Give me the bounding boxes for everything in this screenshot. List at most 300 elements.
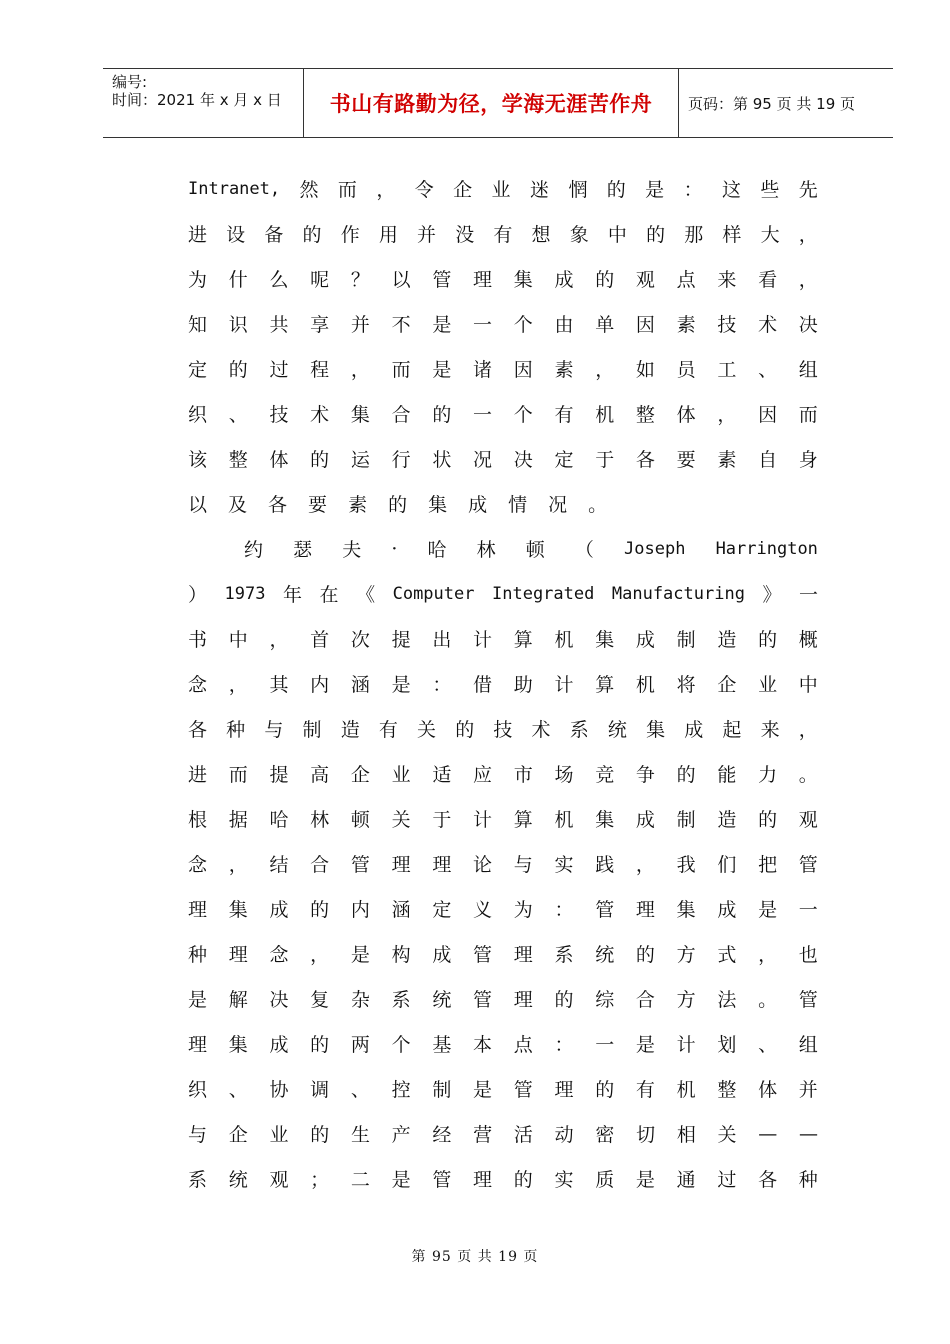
text-token: 是 (432, 314, 452, 336)
text-line (188, 346, 818, 391)
text-token: 方 (676, 989, 696, 1011)
text-token: ， (228, 674, 248, 696)
text-token: 什 (228, 269, 248, 291)
text-token: Intranet, (188, 178, 281, 199)
text-token: 集 (676, 899, 696, 921)
text-token: ， (798, 224, 818, 246)
text-token: 产 (391, 1124, 411, 1146)
text-token: 种 (226, 719, 246, 741)
text-token: 争 (635, 764, 655, 786)
text-token: 统 (432, 989, 452, 1011)
text-token: 机 (676, 1079, 696, 1101)
text-token: 内 (350, 899, 370, 921)
text-token: 。 (798, 764, 818, 786)
text-token: 集 (228, 1034, 248, 1056)
text-token: 1973 (224, 583, 266, 604)
text-token: 约 (244, 539, 264, 561)
text-token: 的 (646, 224, 666, 246)
text-token: 来 (760, 719, 780, 741)
text-token: 的 (606, 179, 626, 201)
text-token: 一 (798, 899, 818, 921)
text-token: 构 (391, 944, 411, 966)
text-token: 机 (635, 674, 655, 696)
text-token: 管 (798, 854, 818, 876)
text-line (188, 706, 818, 751)
text-token: 呢 (310, 269, 330, 291)
text-token: 中 (607, 224, 627, 246)
text-token: 然 (299, 179, 319, 201)
text-token: 个 (513, 314, 533, 336)
text-token: 实 (554, 854, 574, 876)
text-token: 而 (337, 179, 357, 201)
text-token: 与 (513, 854, 533, 876)
text-token: 根 (188, 809, 208, 831)
text-token: 将 (676, 674, 696, 696)
text-token: 的 (554, 989, 574, 1011)
text-token: 的 (302, 224, 322, 246)
text-token: 各 (268, 494, 288, 516)
header-motto: 书山有路勤为径，学海无涯苦作舟 (329, 92, 653, 116)
text-token: 制 (302, 719, 322, 741)
text-line (188, 931, 818, 976)
text-token: 各 (758, 1169, 778, 1191)
text-line (188, 166, 818, 211)
text-token: 先 (798, 179, 818, 201)
text-token: 的 (310, 449, 330, 471)
text-token: 场 (554, 764, 574, 786)
text-token: 应 (473, 764, 493, 786)
text-token: 。 (758, 989, 778, 1011)
text-token: 整 (635, 404, 655, 426)
text-token: 提 (391, 629, 411, 651)
text-token: 理 (473, 1169, 493, 1191)
text-token: 算 (513, 629, 533, 651)
text-token: 机 (554, 629, 574, 651)
text-token: ： (554, 1034, 574, 1056)
text-token: 计 (554, 674, 574, 696)
text-line (188, 796, 818, 841)
text-token: 提 (269, 764, 289, 786)
text-token: 个 (513, 404, 533, 426)
text-token: 首 (310, 629, 330, 651)
text-token: 作 (340, 224, 360, 246)
page-header (103, 68, 893, 138)
text-token: 有 (493, 224, 513, 246)
text-token: 企 (228, 1124, 248, 1146)
text-line (188, 526, 818, 571)
text-token: ， (635, 854, 655, 876)
text-token: 单 (595, 314, 615, 336)
text-token: 也 (798, 944, 818, 966)
text-token: 成 (468, 494, 488, 516)
text-token: · (391, 537, 398, 560)
text-token: 林 (476, 539, 496, 561)
text-token: 调 (310, 1079, 330, 1101)
text-token: 自 (758, 449, 778, 471)
text-token: 、 (350, 1079, 370, 1101)
text-token: 系 (569, 719, 589, 741)
text-line (188, 661, 818, 706)
serial-label: 编号: (112, 73, 148, 91)
text-token: 理 (554, 1079, 574, 1101)
text-token: 并 (417, 224, 437, 246)
text-token: 的 (228, 359, 248, 381)
text-token: 管 (798, 989, 818, 1011)
text-token: 顿 (350, 809, 370, 831)
text-token: 情 (508, 494, 528, 516)
text-line (188, 481, 818, 526)
text-token: 借 (473, 674, 493, 696)
text-token: 算 (513, 809, 533, 831)
text-token: 通 (676, 1169, 696, 1191)
text-token: 一 (798, 584, 818, 606)
text-token: 结 (269, 854, 289, 876)
text-token: 涵 (391, 899, 411, 921)
text-token: 市 (513, 764, 533, 786)
text-token: 控 (391, 1079, 411, 1101)
text-token: 是 (391, 674, 411, 696)
text-token: 个 (391, 1034, 411, 1056)
text-token: 成 (269, 1034, 289, 1056)
text-token: 是 (350, 944, 370, 966)
text-token: 合 (391, 404, 411, 426)
text-token: 顿 (525, 539, 545, 561)
text-token: Computer (392, 583, 475, 604)
text-token: 种 (798, 1169, 818, 1191)
text-token: 的 (310, 1034, 330, 1056)
text-token: 因 (635, 314, 655, 336)
text-token: 理 (513, 944, 533, 966)
text-token: 过 (269, 359, 289, 381)
text-token: 那 (684, 224, 704, 246)
text-token: 因 (513, 359, 533, 381)
text-token: 的 (758, 809, 778, 831)
text-token: ， (376, 179, 396, 201)
text-token: 理 (473, 269, 493, 291)
text-token: 关 (417, 719, 437, 741)
text-token: 计 (473, 629, 493, 651)
text-token: 该 (188, 449, 208, 471)
text-token: 术 (310, 404, 330, 426)
text-token: 没 (455, 224, 475, 246)
text-token: Joseph (624, 538, 686, 559)
text-token: 成 (717, 899, 737, 921)
text-line (188, 751, 818, 796)
text-token: 制 (432, 1079, 452, 1101)
text-token: 术 (531, 719, 551, 741)
text-token: 》 (762, 584, 782, 606)
text-token: 管 (350, 854, 370, 876)
text-token: 是 (758, 899, 778, 921)
text-token: 观 (798, 809, 818, 831)
text-token: 大 (760, 224, 780, 246)
text-token: 、 (758, 1034, 778, 1056)
text-token: 竞 (595, 764, 615, 786)
text-token: 业 (269, 1124, 289, 1146)
text-token: 合 (310, 854, 330, 876)
text-token: 理 (432, 854, 452, 876)
text-token: 制 (676, 809, 696, 831)
text-token: 技 (717, 314, 737, 336)
text-line (188, 841, 818, 886)
text-token: 统 (228, 1169, 248, 1191)
text-line (188, 391, 818, 436)
text-token: 素 (348, 494, 368, 516)
text-token: 念 (188, 854, 208, 876)
text-token: 机 (554, 809, 574, 831)
text-token: 经 (432, 1124, 452, 1146)
text-token: — (799, 1122, 818, 1145)
text-token: 享 (310, 314, 330, 336)
text-token: 在 (319, 584, 339, 606)
text-token: 技 (493, 719, 513, 741)
text-token: 集 (428, 494, 448, 516)
text-token: Manufacturing (611, 583, 745, 604)
text-token: 来 (717, 269, 737, 291)
text-token: 密 (595, 1124, 615, 1146)
text-token: 业 (491, 179, 511, 201)
text-token: 企 (453, 179, 473, 201)
text-token: 识 (228, 314, 248, 336)
text-token: 而 (391, 359, 411, 381)
text-token: 理 (391, 854, 411, 876)
text-token: 以 (391, 269, 411, 291)
text-token: 成 (684, 719, 704, 741)
text-token: 出 (432, 629, 452, 651)
text-token: 理 (513, 989, 533, 1011)
text-token: 理 (188, 899, 208, 921)
text-line (188, 571, 818, 616)
text-token: 的 (635, 944, 655, 966)
text-token: 状 (432, 449, 452, 471)
text-token: 企 (350, 764, 370, 786)
text-token: 成 (635, 629, 655, 651)
text-line (188, 301, 818, 346)
text-token: 为 (188, 269, 208, 291)
text-token: 、 (228, 404, 248, 426)
text-token: 知 (188, 314, 208, 336)
text-token: 技 (269, 404, 289, 426)
text-token: 素 (554, 359, 574, 381)
text-token: 看 (758, 269, 778, 291)
text-token: 两 (350, 1034, 370, 1056)
text-token: 况 (548, 494, 568, 516)
text-token: ？ (350, 269, 370, 291)
text-token: 一 (595, 1034, 615, 1056)
text-token: 定 (188, 359, 208, 381)
text-token: 身 (798, 449, 818, 471)
text-token: 计 (473, 809, 493, 831)
text-token: 中 (228, 629, 248, 651)
text-token: 备 (264, 224, 284, 246)
text-token: 况 (473, 449, 493, 471)
text-token: 管 (473, 944, 493, 966)
text-token: 与 (188, 1124, 208, 1146)
text-token: 组 (798, 1034, 818, 1056)
text-token: 中 (798, 674, 818, 696)
text-token: 成 (432, 944, 452, 966)
text-token: 各 (635, 449, 655, 471)
text-token: Integrated (492, 583, 595, 604)
text-token: ； (310, 1169, 330, 1191)
text-token: 管 (595, 899, 615, 921)
text-token: 是 (432, 359, 452, 381)
header-meta (103, 69, 303, 137)
text-token: 因 (758, 404, 778, 426)
text-token: 《 (356, 584, 376, 606)
text-token: 是 (635, 1169, 655, 1191)
text-token: 术 (758, 314, 778, 336)
text-token: 践 (595, 854, 615, 876)
text-token: 夫 (342, 539, 362, 561)
text-token: 集 (350, 404, 370, 426)
text-token: 适 (432, 764, 452, 786)
text-token: 实 (554, 1169, 574, 1191)
text-line (188, 1111, 818, 1156)
text-token: 的 (388, 494, 408, 516)
text-token: 制 (676, 629, 696, 651)
text-token: 而 (228, 764, 248, 786)
text-token: 理 (188, 1034, 208, 1056)
text-token: 企 (717, 674, 737, 696)
text-line (188, 211, 818, 256)
text-token: 其 (269, 674, 289, 696)
text-token: 复 (310, 989, 330, 1011)
text-token: 过 (717, 1169, 737, 1191)
text-token: ） (188, 584, 208, 606)
text-token: 涵 (350, 674, 370, 696)
text-token: 而 (798, 404, 818, 426)
text-token: 有 (554, 404, 574, 426)
text-token: 由 (554, 314, 574, 336)
text-token: 不 (391, 314, 411, 336)
text-token: ， (228, 854, 248, 876)
text-token: 及 (228, 494, 248, 516)
text-token: 进 (188, 764, 208, 786)
text-token: ： (554, 899, 574, 921)
text-token: 一 (473, 404, 493, 426)
text-token: 念 (188, 674, 208, 696)
text-token: 观 (635, 269, 655, 291)
text-token: 计 (676, 1034, 696, 1056)
text-token: 与 (264, 719, 284, 741)
text-token: 划 (717, 1034, 737, 1056)
text-token: 综 (595, 989, 615, 1011)
text-token: 成 (554, 269, 574, 291)
text-token: 切 (636, 1124, 656, 1146)
text-token: 、 (228, 1079, 248, 1101)
text-token: 于 (432, 809, 452, 831)
text-token: 体 (269, 449, 289, 471)
text-token: 想 (531, 224, 551, 246)
text-line (188, 436, 818, 481)
text-token: 们 (717, 854, 737, 876)
text-token: 集 (513, 269, 533, 291)
text-token: 要 (308, 494, 328, 516)
text-token: 论 (473, 854, 493, 876)
text-token: 内 (310, 674, 330, 696)
text-token: 法 (717, 989, 737, 1011)
text-token: 定 (554, 449, 574, 471)
text-token: 并 (798, 1079, 818, 1101)
text-token: 运 (350, 449, 370, 471)
text-token: 迷 (529, 179, 549, 201)
text-token: 系 (391, 989, 411, 1011)
text-line (188, 616, 818, 661)
text-token: 管 (432, 269, 452, 291)
text-token: 员 (676, 359, 696, 381)
text-token: 年 (283, 584, 303, 606)
text-token: 象 (569, 224, 589, 246)
text-token: 统 (607, 719, 627, 741)
header-motto-cell (303, 69, 679, 137)
text-token: 整 (228, 449, 248, 471)
text-token: 决 (269, 989, 289, 1011)
text-token: 把 (758, 854, 778, 876)
text-token: 集 (595, 809, 615, 831)
text-token: 工 (717, 359, 737, 381)
text-token: 是 (473, 1079, 493, 1101)
text-token: 的 (432, 404, 452, 426)
text-token: 造 (717, 809, 737, 831)
text-token: ， (798, 719, 818, 741)
text-line (188, 1156, 818, 1201)
text-token: 次 (350, 629, 370, 651)
text-token: 。 (588, 494, 608, 516)
text-token: 高 (310, 764, 330, 786)
text-token: 管 (513, 1079, 533, 1101)
text-token: 我 (676, 854, 696, 876)
page-footer: 第 95 页 共 19 页 (411, 1249, 539, 1265)
text-token: 动 (554, 1124, 574, 1146)
text-token: 设 (226, 224, 246, 246)
text-token: 瑟 (293, 539, 313, 561)
text-token: 的 (310, 1124, 330, 1146)
text-token: 令 (414, 179, 434, 201)
text-token: 能 (717, 764, 737, 786)
text-token: 营 (473, 1124, 493, 1146)
text-token: 以 (188, 494, 208, 516)
text-token: 集 (646, 719, 666, 741)
text-token: 体 (758, 1079, 778, 1101)
text-token: 统 (595, 944, 615, 966)
text-token: 是 (391, 1169, 411, 1191)
text-token: 质 (595, 1169, 615, 1191)
text-token: 是 (645, 179, 665, 201)
text-line (188, 976, 818, 1021)
text-token: 管 (432, 1169, 452, 1191)
text-token: 为 (513, 899, 533, 921)
text-token: 林 (310, 809, 330, 831)
text-token: ： (432, 674, 452, 696)
text-token: ： (683, 179, 703, 201)
text-token: 整 (717, 1079, 737, 1101)
text-token: 集 (595, 629, 615, 651)
text-token: 起 (722, 719, 742, 741)
text-token: （ (574, 539, 594, 561)
text-token: 系 (188, 1169, 208, 1191)
text-token: 杂 (350, 989, 370, 1011)
text-token: 解 (228, 989, 248, 1011)
text-token: 于 (595, 449, 615, 471)
text-token: 观 (269, 1169, 289, 1191)
text-line (188, 1066, 818, 1111)
text-token: 义 (473, 899, 493, 921)
time-label: 时间：2021 年 x 月 x 日 (112, 91, 282, 109)
text-token: 点 (513, 1034, 533, 1056)
text-token: 点 (676, 269, 696, 291)
text-token: 成 (635, 809, 655, 831)
